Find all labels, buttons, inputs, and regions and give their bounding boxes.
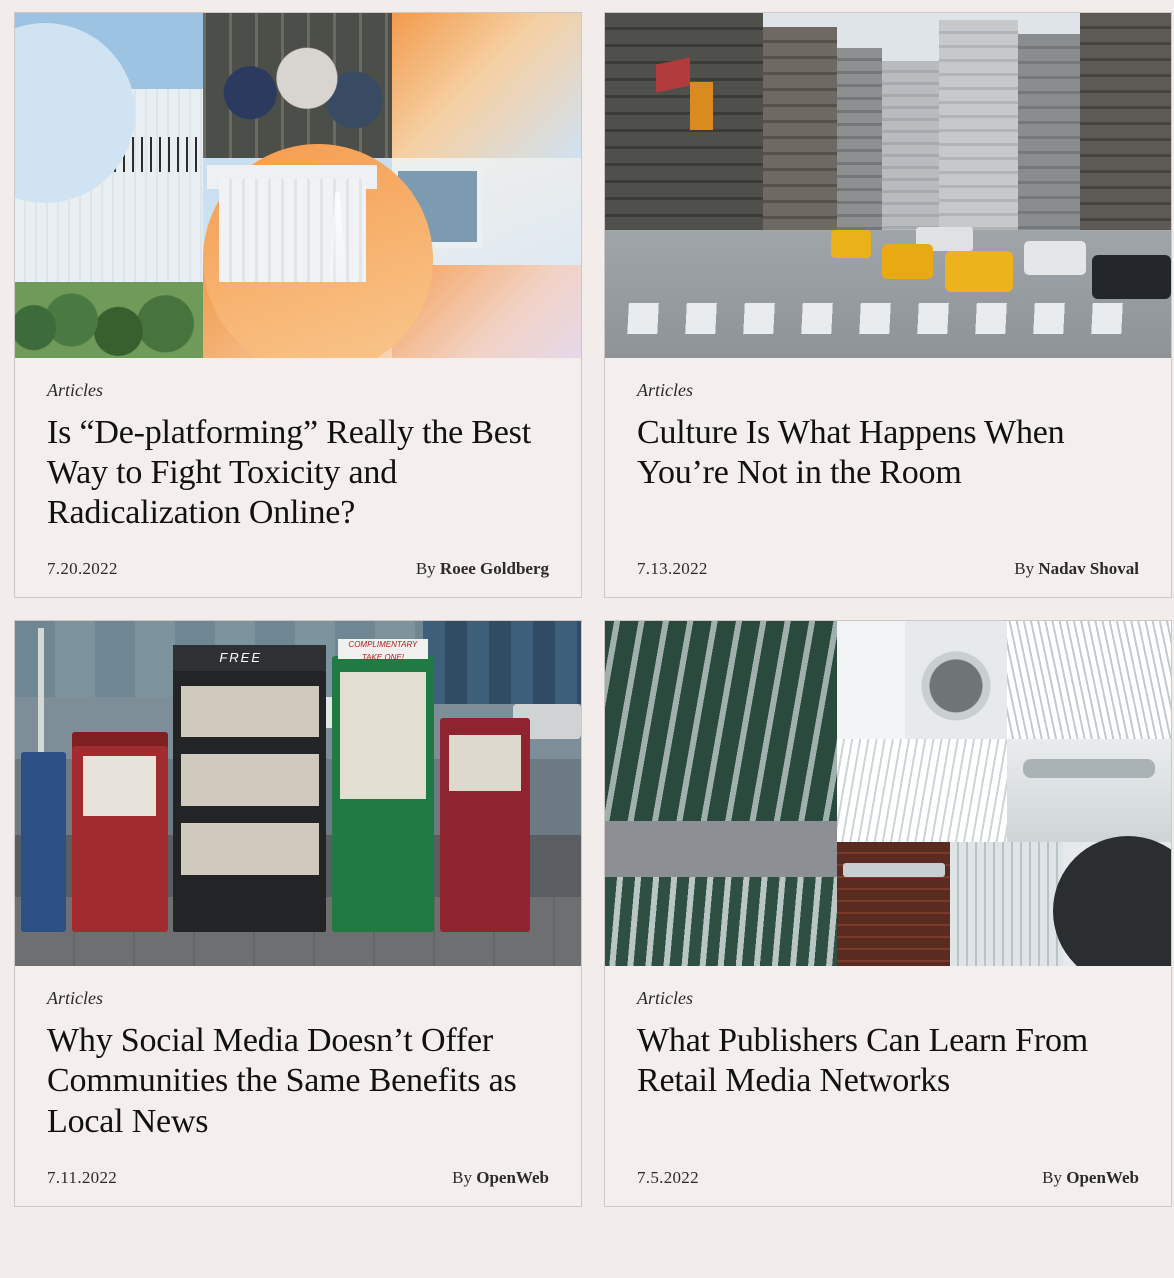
article-kicker: Articles xyxy=(637,988,693,1009)
street-building-right-2 xyxy=(1018,34,1080,262)
byline-prefix: By xyxy=(1014,559,1035,579)
collage-white-tile xyxy=(837,621,905,738)
article-thumbnail-deplatforming[interactable] xyxy=(15,13,581,358)
news-box-shelf xyxy=(181,754,319,806)
street-taxi-1 xyxy=(831,230,871,258)
article-title[interactable]: What Publishers Can Learn From Retail Media Networks xyxy=(637,1022,1089,1100)
article-date: 7.13.2022 xyxy=(637,559,708,579)
article-kicker: Articles xyxy=(47,988,103,1009)
street-building-right-1 xyxy=(939,20,1018,262)
article-card[interactable] xyxy=(14,12,582,598)
article-meta xyxy=(15,533,581,597)
collage-cart-row-lower xyxy=(605,877,837,967)
article-author: OpenWeb xyxy=(1066,1167,1139,1187)
article-date: 7.5.2022 xyxy=(637,1167,699,1187)
article-author: OpenWeb xyxy=(476,1167,549,1187)
news-box-window xyxy=(83,756,156,816)
collage-line-pattern-a xyxy=(1007,621,1171,738)
article-title[interactable]: Why Social Media Doesn’t Offer Communities the Same Benefits as Local News xyxy=(47,1022,517,1140)
article-byline xyxy=(1042,1168,1139,1188)
news-box-window xyxy=(340,672,426,799)
article-thumbnail-newsboxes[interactable] xyxy=(15,621,581,966)
news-box-blue xyxy=(21,752,66,931)
article-byline xyxy=(452,1168,549,1188)
article-author: Roee Goldberg xyxy=(439,559,549,579)
article-body xyxy=(15,358,581,533)
collage-trees xyxy=(15,282,203,358)
article-card[interactable] xyxy=(14,620,582,1206)
article-title[interactable]: Is “De-platforming” Really the Best Way to Fight Toxicity and Radicalization Online? xyxy=(47,414,531,532)
newsbox-shopfront xyxy=(423,621,581,704)
byline-prefix: By xyxy=(452,1167,472,1187)
news-box-red-left xyxy=(72,732,168,932)
article-card[interactable] xyxy=(604,12,1172,598)
collage-grid-lines xyxy=(950,842,1063,966)
street-crosswalk xyxy=(627,303,1149,334)
collage-dark-circle xyxy=(1063,842,1171,966)
newsbox-pole xyxy=(38,628,45,752)
street-building-mid xyxy=(837,48,882,248)
news-box-red-right xyxy=(440,718,531,932)
article-byline xyxy=(1014,559,1139,579)
article-thumbnail-retail[interactable] xyxy=(605,621,1171,966)
article-author: Nadav Shoval xyxy=(1038,559,1139,579)
article-thumbnail-culture[interactable] xyxy=(605,13,1171,358)
collage-cart-handle xyxy=(843,863,945,877)
collage-line-pattern-b xyxy=(837,739,1007,843)
article-title[interactable]: Culture Is What Happens When You’re Not in the Room xyxy=(637,414,1065,492)
byline-prefix: By xyxy=(1042,1167,1062,1187)
collage-gradient-orange-a xyxy=(392,13,581,158)
collage-crowd-photo xyxy=(203,13,391,158)
article-kicker: Articles xyxy=(47,380,103,400)
article-date: 7.11.2022 xyxy=(47,1167,118,1187)
collage-cart-wheel xyxy=(905,621,1007,738)
collage-cart-row xyxy=(605,621,837,821)
news-box-green xyxy=(332,640,434,932)
street-car-black xyxy=(1092,255,1171,300)
street-taxi-3 xyxy=(945,251,1013,292)
collage-cart-floor xyxy=(605,821,837,876)
collage-cart-rail xyxy=(1007,739,1171,843)
byline-prefix: By xyxy=(415,559,436,579)
news-box-shelf xyxy=(181,686,319,738)
article-body xyxy=(605,966,1171,1141)
news-box-shelf xyxy=(181,823,319,875)
street-building-far xyxy=(882,61,939,240)
article-body xyxy=(15,966,581,1141)
street-building-left-2 xyxy=(763,27,837,262)
street-car-white xyxy=(1024,241,1086,276)
article-meta xyxy=(605,1142,1171,1206)
article-kicker: Articles xyxy=(637,380,693,400)
collage-brick-tile xyxy=(837,842,950,966)
take-one-label: COMPLIMENTARY TAKE ONE! xyxy=(338,639,428,658)
news-box-black-center xyxy=(173,645,326,931)
free-sign-label: FREE xyxy=(219,649,262,665)
article-meta xyxy=(605,533,1171,597)
article-body xyxy=(605,358,1171,533)
street-banner xyxy=(690,82,713,130)
article-card[interactable] xyxy=(604,620,1172,1206)
street-taxi-2 xyxy=(882,244,933,279)
article-meta xyxy=(15,1142,581,1206)
street-building-left xyxy=(605,13,763,261)
article-date: 7.20.2022 xyxy=(47,559,118,579)
article-byline xyxy=(416,559,549,579)
news-box-window xyxy=(449,735,521,791)
